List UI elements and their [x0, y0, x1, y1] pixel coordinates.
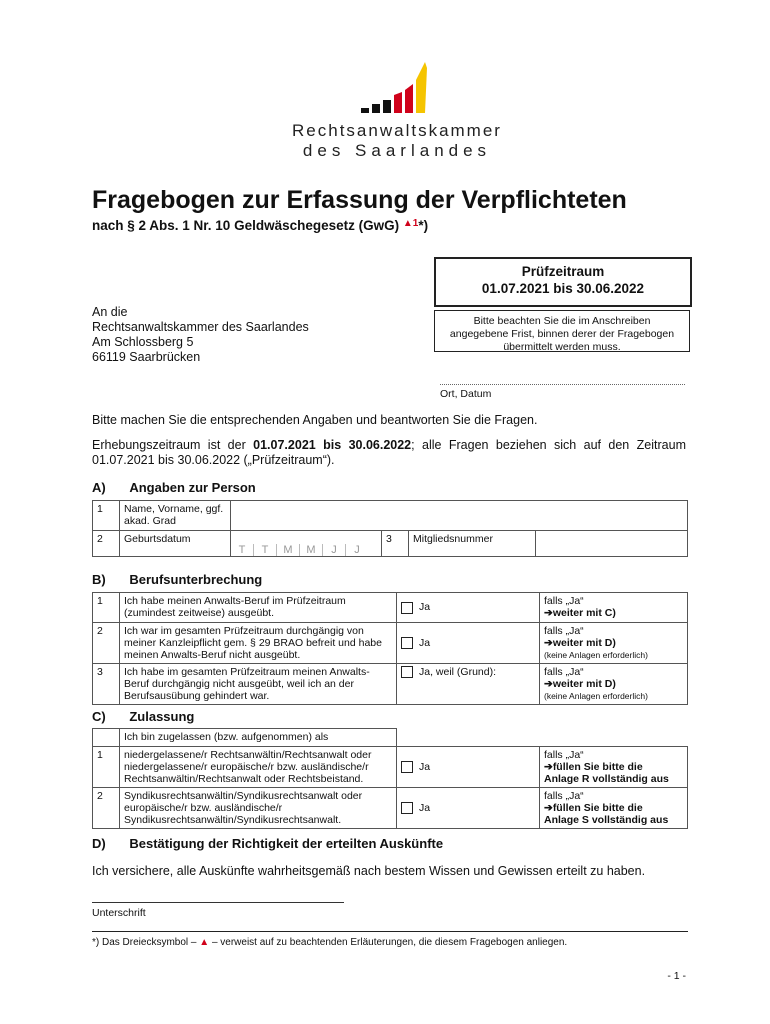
name-input[interactable]	[231, 501, 688, 531]
arrow-right-icon: ➔	[544, 761, 553, 773]
pruefzeitraum-label: Prüfzeitraum	[521, 264, 605, 279]
falls-ja: falls „Ja“	[544, 666, 584, 678]
ort-datum-line[interactable]	[440, 384, 685, 385]
checkbox[interactable]	[401, 761, 413, 773]
b-row1-text: Ich habe meinen Anwalts-Beruf im Prüfzeitraum (zumindest zeitweise) ausgeübt.	[120, 593, 397, 623]
erhebung-dates: 01.07.2021 bis 30.06.2022	[253, 438, 412, 452]
geburtsdatum-input[interactable]	[231, 531, 382, 557]
notice-box	[434, 310, 690, 352]
arrow-right-icon: ➔	[544, 607, 553, 619]
next-step	[544, 678, 683, 690]
next-step-text: weiter mit C)	[552, 607, 616, 619]
c-row2-option[interactable]	[397, 788, 540, 829]
arrow-right-icon: ➔	[544, 678, 553, 690]
pruefzeitraum-dates: 01.07.2021 bis 30.06.2022	[481, 281, 645, 296]
pruefzeitraum-box	[434, 257, 692, 307]
signature-line[interactable]	[92, 902, 344, 903]
address-line1: An die	[92, 305, 128, 319]
section-b-heading	[92, 572, 262, 587]
checkbox[interactable]	[401, 802, 413, 814]
section-a-table	[92, 500, 688, 557]
document-subtitle	[92, 218, 428, 233]
c-row2-text: Syndikusrechtsanwältin/Syndikusrechtsanwalt oder europäische/r bzw. ausländische/r Syndikusrechtsanwältin/Syndikusrechtsanwalt.	[120, 788, 397, 829]
section-d-letter: D)	[92, 836, 106, 851]
page-number: - 1 -	[667, 970, 686, 982]
b-row3-text: Ich habe im gesamten Prüfzeitraum meinen Anwalts-Beruf durchgängig nicht ausgeübt, weil ich an der Berufsausübung gehindert war.	[120, 664, 397, 705]
b-row3-option[interactable]	[397, 664, 540, 705]
footnote	[92, 937, 567, 949]
address-line2: Rechtsanwaltskammer des Saarlandes	[92, 320, 309, 334]
arrow-right-icon: ➔	[544, 802, 553, 814]
next-step-anlage: Anlage R vollständig aus	[544, 773, 669, 785]
logo-name-line2: des Saarlandes	[302, 141, 492, 160]
subtitle-tail: *)	[418, 218, 429, 233]
a-row3-label: Mitgliedsnummer	[409, 531, 536, 557]
address-line4: 66119 Saarbrücken	[92, 350, 201, 364]
option-label: Ja	[419, 801, 431, 814]
checkbox[interactable]	[401, 637, 413, 649]
section-c-letter: C)	[92, 709, 106, 724]
section-b-letter: B)	[92, 572, 106, 587]
next-step-text: füllen Sie bitte die	[552, 802, 643, 814]
section-d-title: Bestätigung der Richtigkeit der erteilten Auskünfte	[129, 836, 444, 851]
mitgliedsnummer-input[interactable]	[536, 531, 688, 557]
section-a-letter: A)	[92, 480, 106, 495]
date-tick: J	[354, 544, 360, 556]
triangle-marker-icon: ▲	[199, 937, 210, 948]
b-row1-num: 1	[93, 593, 120, 623]
b-row2-num: 2	[93, 623, 120, 664]
triangle-marker-icon: ▲1	[402, 218, 419, 229]
erhebungszeitraum-text	[92, 438, 686, 468]
next-step-text: füllen Sie bitte die	[552, 761, 643, 773]
section-a-heading	[92, 480, 256, 495]
next-step	[544, 607, 683, 619]
falls-ja: falls „Ja“	[544, 625, 584, 637]
footnote-divider	[92, 931, 688, 932]
a-row1-label: Name, Vorname, ggf. akad. Grad	[120, 501, 231, 531]
address-block	[92, 305, 309, 365]
b-row2-text: Ich war im gesamten Prüfzeitraum durchgängig von meiner Kanzleipflicht gem. § 29 BRAO befreit und habe meinen Anwalts-Beruf nicht ausgeübt.	[120, 623, 397, 664]
date-tick: T	[254, 544, 277, 556]
b-row3-result	[540, 664, 688, 705]
section-c-table	[92, 728, 688, 829]
footnote-pre: *) Das Dreiecksymbol –	[92, 937, 200, 948]
document-title: Fragebogen zur Erfassung der Verpflichteten	[92, 186, 627, 214]
next-step	[544, 761, 683, 773]
c-row2-num: 2	[93, 788, 120, 829]
erhebung-post: ; alle Fragen beziehen sich auf den Zeitraum 01.07.2021 bis 30.06.2022 („Prüfzeitraum“).	[92, 438, 686, 467]
date-tick: M	[277, 544, 300, 556]
c-row1-text: niedergelassene/r Rechtsanwältin/Rechtsanwalt oder niedergelassene/r europäische/r bzw. ausländische/r Rechtsanwältin/Rechtsanwalt oder Rechtsbeistand.	[120, 747, 397, 788]
note: (keine Anlagen erforderlich)	[544, 691, 648, 701]
intro-text: Bitte machen Sie die entsprechenden Angaben und beantworten Sie die Fragen.	[92, 413, 538, 427]
next-step-anlage: Anlage S vollständig aus	[544, 814, 669, 826]
section-d-text: Ich versichere, alle Auskünfte wahrheitsgemäß nach bestem Wissen und Gewissen erteilt zu haben.	[92, 864, 646, 878]
date-tick: T	[231, 544, 254, 556]
section-b-table	[92, 592, 688, 705]
logo-mark	[355, 58, 435, 118]
option-label: Ja, weil (Grund):	[419, 666, 497, 678]
note: (keine Anlagen erforderlich)	[544, 650, 648, 660]
logo-name-line1: Rechtsanwaltskammer	[292, 121, 502, 140]
c-row1-option[interactable]	[397, 747, 540, 788]
next-step-text: weiter mit D)	[552, 678, 616, 690]
b-row2-option[interactable]	[397, 623, 540, 664]
next-step	[544, 802, 683, 814]
erhebung-pre: Erhebungszeitraum ist der	[92, 438, 254, 452]
section-d-heading	[92, 836, 443, 851]
arrow-right-icon: ➔	[544, 637, 553, 649]
next-step	[544, 637, 683, 649]
b-row2-result	[540, 623, 688, 664]
c-header-spacer	[93, 729, 120, 747]
c-row2-result	[540, 788, 688, 829]
b-row1-option[interactable]	[397, 593, 540, 623]
notice-text: Bitte beachten Sie die im Anschreiben angegebene Frist, binnen derer der Fragebogen übermittelt werden muss.	[449, 315, 675, 352]
checkbox[interactable]	[401, 666, 413, 678]
b-row1-result	[540, 593, 688, 623]
section-c-heading	[92, 709, 194, 724]
subtitle-text: nach § 2 Abs. 1 Nr. 10 Geldwäschegesetz (GwG)	[92, 218, 400, 233]
falls-ja: falls „Ja“	[544, 595, 584, 607]
c-header-blank	[397, 729, 688, 747]
section-b-title: Berufsunterbrechung	[129, 572, 263, 587]
c-row1-result	[540, 747, 688, 788]
c-header: Ich bin zugelassen (bzw. aufgenommen) als	[120, 729, 397, 747]
date-tick: M	[300, 544, 323, 556]
a-row1-num: 1	[93, 501, 120, 531]
date-tick: J	[323, 544, 346, 556]
ort-datum-label: Ort, Datum	[440, 388, 492, 400]
option-label: Ja	[419, 601, 431, 614]
footnote-post: – verweist auf zu beachtenden Erläuterungen, die diesem Fragebogen anliegen.	[209, 937, 568, 948]
address-line3: Am Schlossberg 5	[92, 335, 194, 349]
signature-label: Unterschrift	[92, 907, 146, 919]
c-row1-num: 1	[93, 747, 120, 788]
section-a-title: Angaben zur Person	[129, 480, 256, 495]
section-c-title: Zulassung	[129, 709, 195, 724]
option-label: Ja	[419, 760, 431, 773]
falls-ja: falls „Ja“	[544, 790, 584, 802]
option-label: Ja	[419, 636, 431, 649]
next-step-text: weiter mit D)	[552, 637, 616, 649]
a-row2-label: Geburtsdatum	[120, 531, 231, 557]
falls-ja: falls „Ja“	[544, 749, 584, 761]
a-row2-num: 2	[93, 531, 120, 557]
checkbox[interactable]	[401, 602, 413, 614]
b-row3-num: 3	[93, 664, 120, 705]
a-row3-num: 3	[382, 531, 409, 557]
